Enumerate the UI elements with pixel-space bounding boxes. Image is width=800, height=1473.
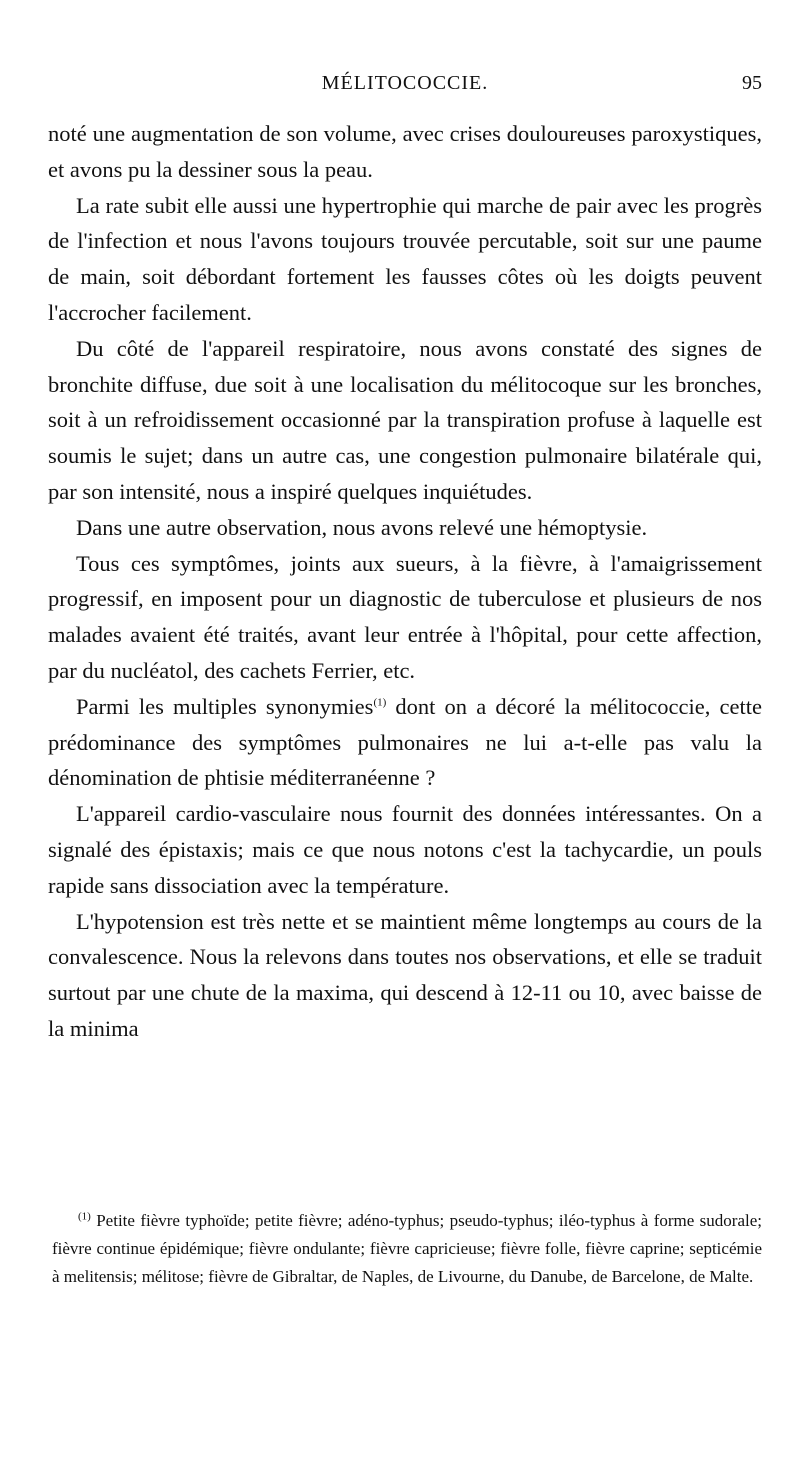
- paragraph-2: La rate subit elle aussi une hypertrophie qui marche de pair avec les progrès de l'infection et nous l'avons toujours trouvée percutable, soit sur une paume de main, soit débordant fortement les fausses côtes où les doigts peuvent l'accrocher facilement.: [48, 192, 762, 325]
- footnote-text: Petite fièvre typhoïde; petite fièvre; adéno-typhus; pseudo-typhus; iléo-typhus à forme sudorale; fièvre continue épidémique; fièvre ondulante; fièvre capricieuse; fièvre folle, fièvre caprine; septicémie à melitensis; mélitose; fièvre de Gibraltar, de Naples, de Livourne, du Danube, de Barcelone, de Malte.: [52, 1211, 762, 1286]
- footnote: [52, 1207, 762, 1291]
- paragraph-8: L'hypotension est très nette et se maintient même longtemps au cours de la convalescence. Nous la relevons dans toutes nos observations, et elle se traduit surtout par une chute de la maxima, qui descend à 12-11 ou 10, avec baisse de la minima: [48, 908, 762, 1041]
- paragraph-3: Du côté de l'appareil respiratoire, nous avons constaté des signes de bronchite diffuse, due soit à une localisation du mélitocoque sur les bronches, soit à un refroidissement occasionné par la transpiration profuse à laquelle est soumis le sujet; dans un autre cas, une congestion pulmonaire bilatérale qui, par son intensité, nous a inspiré quelques inquiétudes.: [48, 335, 762, 504]
- paragraph-6: [48, 689, 762, 796]
- footnote-mark: (1): [78, 1210, 91, 1223]
- footnote-reference: (1): [373, 696, 387, 709]
- page-header: [48, 72, 762, 112]
- page-number: 95: [742, 72, 762, 94]
- paragraph-6-start: Parmi les multiples synonymies: [76, 693, 374, 719]
- body-text: [48, 116, 762, 1047]
- paragraph-4: Dans une autre observation, nous avons relevé une hémoptysie.: [76, 514, 648, 540]
- footnote-paragraph: [52, 1207, 762, 1291]
- paragraph-1: noté une augmentation de son volume, avec crises douloureuses paroxystiques, et avons pu la dessiner sous la peau.: [48, 121, 762, 182]
- paragraph-5: Tous ces symptômes, joints aux sueurs, à la fièvre, à l'amaigrissement progressif, en imposent pour un diagnostic de tuberculose et plusieurs de nos malades avaient été traités, avant leur entrée à l'hôpital, pour cette affection, par du nucléatol, des cachets Ferrier, etc.: [48, 550, 762, 683]
- paragraph-6-end: dont on a décoré la mélitococcie, cette prédominance des symptômes pulmonaires ne lui a-t-elle pas valu la dénomination de phtisie méditerranéenne ?: [48, 693, 762, 791]
- paragraph-7: L'appareil cardio-vasculaire nous fournit des données intéressantes. On a signalé des épistaxis; mais ce que nous notons c'est la tachycardie, un pouls rapide sans dissociation avec la température.: [48, 801, 762, 898]
- running-title: MÉLITOCOCCIE.: [321, 72, 489, 94]
